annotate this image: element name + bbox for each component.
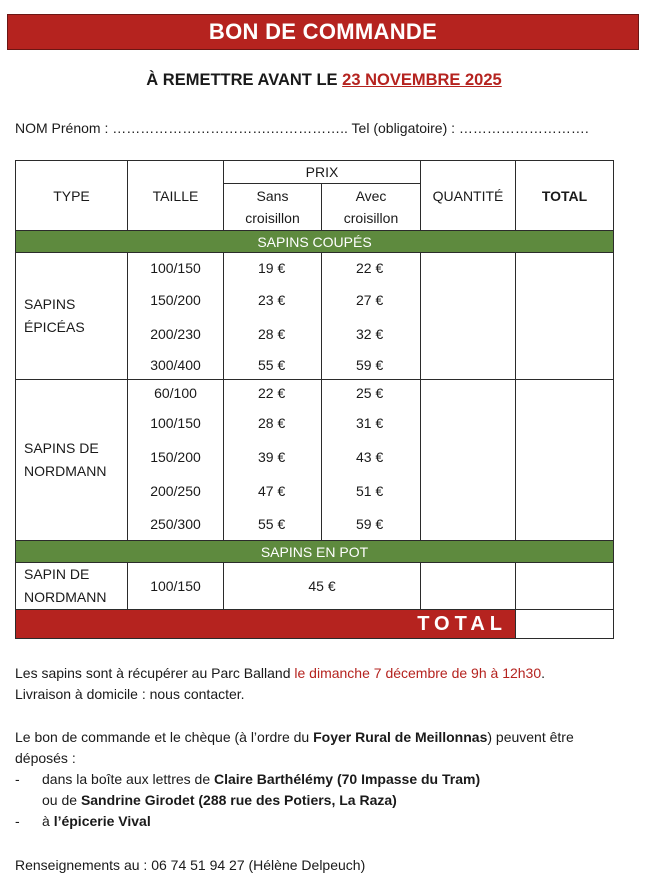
prix-sans-epiceas (224, 253, 322, 380)
deadline-date: 23 NOVEMBRE 2025 (342, 71, 502, 89)
quantite-pot-input[interactable] (421, 563, 516, 610)
list-item: 22 € (258, 385, 286, 401)
page-title: BON DE COMMANDE (7, 14, 639, 50)
list-item: - à l’épicerie Vival (15, 813, 151, 829)
quantite-epiceas-input[interactable] (421, 253, 516, 380)
header-quantite: QUANTITÉ (421, 161, 516, 231)
header-type: TYPE (16, 161, 128, 231)
taille-epiceas (128, 253, 224, 380)
list-item: 150/200 (150, 449, 201, 465)
section-sapins-en-pot: SAPINS EN POT (16, 541, 614, 563)
list-item: 100/150 (150, 415, 201, 431)
list-item: 27 € (356, 292, 384, 308)
list-item: - dans la boîte aux lettres de Claire Barthélémy (70 Impasse du Tram) (15, 771, 481, 787)
list-item: 32 € (356, 326, 384, 342)
org-name: Foyer Rural de Meillonnas (313, 729, 488, 745)
pickup-notes: Les sapins sont à récupérer au Parc Balland le dimanche 7 décembre de 9h à 12h30. Livraison à domicile : nous contacter. (15, 663, 545, 705)
list-item: 28 € (258, 415, 286, 431)
list-item: 59 € (356, 357, 384, 373)
list-item: 200/250 (150, 483, 201, 499)
list-item: 60/100 (154, 385, 197, 401)
prix-avec-epiceas (322, 253, 421, 380)
list-item: 28 € (258, 326, 286, 342)
contact-line: Renseignements au : 06 74 51 94 27 (Hélène Delpeuch) (15, 857, 366, 873)
total-nordmann-input[interactable] (516, 380, 614, 541)
list-item: 47 € (258, 483, 286, 499)
list-item: 31 € (356, 415, 384, 431)
header-sans-croisillon: Sans croisillon (224, 184, 322, 231)
deadline-prefix: À REMETTRE AVANT LE (146, 71, 343, 89)
delivery-note: Livraison à domicile : nous contacter. (15, 686, 245, 702)
list-item: 250/300 (150, 516, 201, 532)
list-item: 55 € (258, 357, 286, 373)
name-phone-field[interactable]: NOM Prénom : …………………………….…………….. Tel (obligatoire) : ………………………. (15, 120, 589, 136)
list-item: ou de Sandrine Girodet (288 rue des Potiers, La Raza) (42, 792, 397, 808)
list-item: 25 € (356, 385, 384, 401)
taille-pot: 100/150 (128, 563, 224, 610)
header-taille: TAILLE (128, 161, 224, 231)
grand-total-label: TOTAL (16, 610, 516, 639)
header-avec-croisillon: Avec croisillon (322, 184, 421, 231)
total-epiceas-input[interactable] (516, 253, 614, 380)
type-epiceas: SAPINS ÉPICÉAS (16, 253, 128, 380)
list-item: 150/200 (150, 292, 201, 308)
type-pot-nordmann: SAPIN DE NORDMANN (16, 563, 128, 610)
type-nordmann: SAPINS DE NORDMANN (16, 380, 128, 541)
list-item: 19 € (258, 260, 286, 276)
deposit-notes: Le bon de commande et le chèque (à l’ordre du Foyer Rural de Meillonnas) peuvent être déposés : - dans la boîte aux lettres de Claire Barthélémy (70 Impasse du Tram) ou de Sandrine Girodet (288 rue des Potiers, La Raza) - à l’épicerie Vival (15, 727, 627, 832)
list-item: 22 € (356, 260, 384, 276)
order-table (15, 160, 614, 639)
list-item: 100/150 (150, 260, 201, 276)
grand-total-input[interactable] (516, 610, 614, 639)
list-item: 39 € (258, 449, 286, 465)
list-item: 51 € (356, 483, 384, 499)
taille-nordmann (128, 380, 224, 541)
header-prix: PRIX (224, 161, 421, 184)
pickup-date: le dimanche 7 décembre de 9h à 12h30 (294, 665, 542, 681)
prix-sans-nordmann (224, 380, 322, 541)
header-total: TOTAL (516, 161, 614, 231)
list-item: 300/400 (150, 357, 201, 373)
quantite-nordmann-input[interactable] (421, 380, 516, 541)
list-item: 43 € (356, 449, 384, 465)
list-item: 23 € (258, 292, 286, 308)
total-pot-input[interactable] (516, 563, 614, 610)
deadline-line (0, 71, 648, 90)
prix-pot: 45 € (224, 563, 421, 610)
section-sapins-coupes: SAPINS COUPÉS (16, 231, 614, 253)
list-item: 55 € (258, 516, 286, 532)
prix-avec-nordmann (322, 380, 421, 541)
list-item: 59 € (356, 516, 384, 532)
list-item: 200/230 (150, 326, 201, 342)
